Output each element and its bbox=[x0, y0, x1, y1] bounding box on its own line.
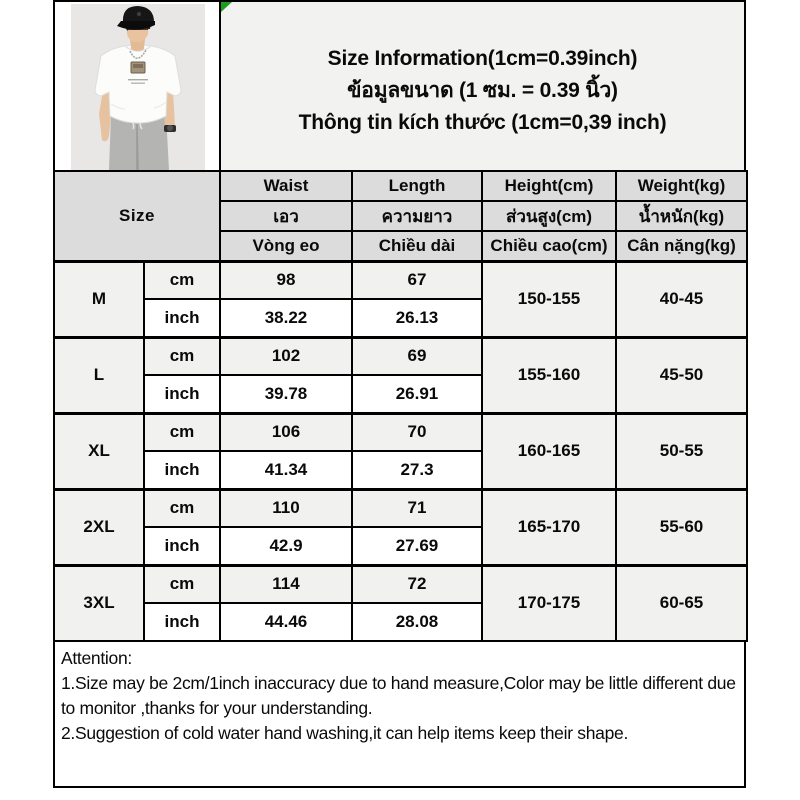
height-range: 170-175 bbox=[482, 565, 616, 641]
size-info-header bbox=[221, 0, 746, 172]
waist-cm: 106 bbox=[220, 413, 352, 451]
length-cm: 72 bbox=[352, 565, 482, 603]
unit-inch: inch bbox=[144, 375, 220, 413]
weight-range: 40-45 bbox=[616, 261, 747, 337]
length-cm: 71 bbox=[352, 489, 482, 527]
unit-inch: inch bbox=[144, 299, 220, 337]
waist-cm: 102 bbox=[220, 337, 352, 375]
height-range: 160-165 bbox=[482, 413, 616, 489]
unit-cm: cm bbox=[144, 413, 220, 451]
waist-cm: 98 bbox=[220, 261, 352, 299]
size-column-header: Size bbox=[54, 171, 220, 261]
table-row bbox=[54, 261, 747, 299]
attention-line-1: 1.Size may be 2cm/1inch inaccuracy due to hand measure,Color may be little different due to monitor ,thanks for your understanding. bbox=[61, 672, 736, 718]
col-header-height-en: Height(cm) bbox=[482, 171, 616, 201]
length-cm: 70 bbox=[352, 413, 482, 451]
col-header-length-th: ความยาว bbox=[352, 201, 482, 231]
waist-inch: 39.78 bbox=[220, 375, 352, 413]
title-vietnamese: Thông tin kích thước (1cm=0,39 inch) bbox=[298, 111, 667, 135]
size-value: M bbox=[54, 261, 144, 337]
attention-box bbox=[53, 640, 746, 788]
length-cm: 67 bbox=[352, 261, 482, 299]
length-inch: 26.13 bbox=[352, 299, 482, 337]
attention-title: Attention: bbox=[61, 648, 132, 668]
unit-cm: cm bbox=[144, 489, 220, 527]
size-value: 2XL bbox=[54, 489, 144, 565]
top-region bbox=[53, 0, 746, 172]
unit-cm: cm bbox=[144, 565, 220, 603]
title-english: Size Information(1cm=0.39inch) bbox=[327, 46, 638, 70]
height-range: 155-160 bbox=[482, 337, 616, 413]
col-header-length-en: Length bbox=[352, 171, 482, 201]
unit-inch: inch bbox=[144, 527, 220, 565]
unit-cm: cm bbox=[144, 337, 220, 375]
weight-range: 45-50 bbox=[616, 337, 747, 413]
table-row bbox=[54, 413, 747, 451]
waist-inch: 42.9 bbox=[220, 527, 352, 565]
waist-cm: 114 bbox=[220, 565, 352, 603]
waist-inch: 38.22 bbox=[220, 299, 352, 337]
col-header-waist-th: เอว bbox=[220, 201, 352, 231]
waist-cm: 110 bbox=[220, 489, 352, 527]
corner-marker-icon bbox=[221, 2, 232, 12]
waist-inch: 44.46 bbox=[220, 603, 352, 641]
weight-range: 50-55 bbox=[616, 413, 747, 489]
model-photo bbox=[53, 0, 221, 172]
col-header-length-vi: Chiều dài bbox=[352, 231, 482, 261]
length-inch: 26.91 bbox=[352, 375, 482, 413]
size-value: L bbox=[54, 337, 144, 413]
length-cm: 69 bbox=[352, 337, 482, 375]
unit-inch: inch bbox=[144, 451, 220, 489]
table-row bbox=[54, 337, 747, 375]
length-inch: 27.69 bbox=[352, 527, 482, 565]
table-row bbox=[54, 565, 747, 603]
header-row-en bbox=[54, 171, 747, 201]
model-photo-image bbox=[71, 4, 205, 170]
weight-range: 55-60 bbox=[616, 489, 747, 565]
col-header-weight-th: น้ำหนัก(kg) bbox=[616, 201, 747, 231]
size-chart-page bbox=[53, 0, 746, 788]
height-range: 165-170 bbox=[482, 489, 616, 565]
weight-range: 60-65 bbox=[616, 565, 747, 641]
col-header-height-vi: Chiều cao(cm) bbox=[482, 231, 616, 261]
col-header-weight-en: Weight(kg) bbox=[616, 171, 747, 201]
attention-line-2: 2.Suggestion of cold water hand washing,it can help items keep their shape. bbox=[61, 722, 629, 743]
title-thai: ข้อมูลขนาด (1 ซม. = 0.39 นิ้ว) bbox=[347, 78, 618, 102]
col-header-waist-vi: Vòng eo bbox=[220, 231, 352, 261]
height-range: 150-155 bbox=[482, 261, 616, 337]
size-value: 3XL bbox=[54, 565, 144, 641]
size-table bbox=[53, 170, 748, 642]
length-inch: 27.3 bbox=[352, 451, 482, 489]
unit-cm: cm bbox=[144, 261, 220, 299]
col-header-height-th: ส่วนสูง(cm) bbox=[482, 201, 616, 231]
unit-inch: inch bbox=[144, 603, 220, 641]
table-row bbox=[54, 489, 747, 527]
length-inch: 28.08 bbox=[352, 603, 482, 641]
col-header-weight-vi: Cân nặng(kg) bbox=[616, 231, 747, 261]
waist-inch: 41.34 bbox=[220, 451, 352, 489]
col-header-waist-en: Waist bbox=[220, 171, 352, 201]
size-value: XL bbox=[54, 413, 144, 489]
